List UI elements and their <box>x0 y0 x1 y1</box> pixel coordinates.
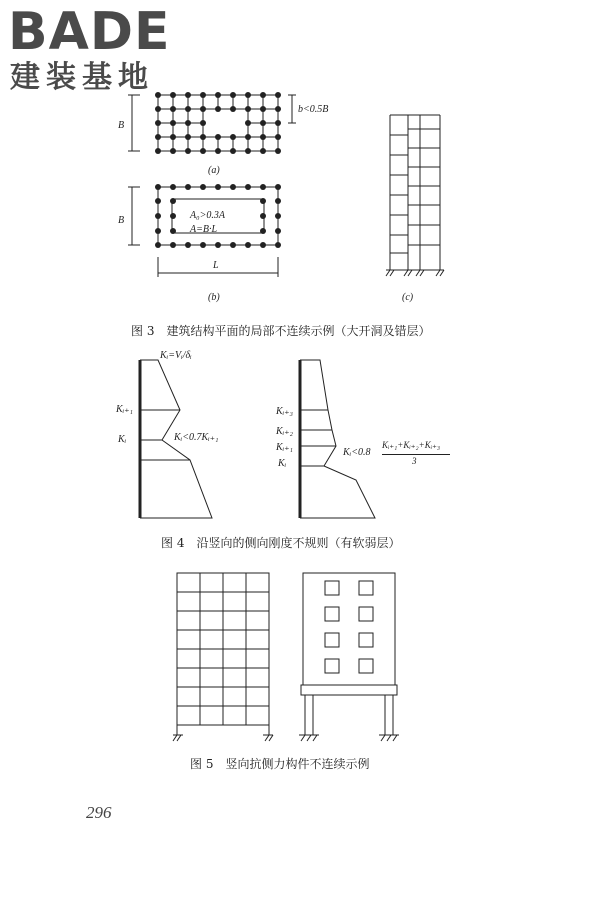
figure4-right-denominator: 3 <box>412 456 417 466</box>
figure4-left-k-upper: Kᵢ₊₁ <box>116 404 134 415</box>
figure4-right-k1: Kᵢ₊₁ <box>276 442 294 453</box>
figure5-caption: 图 5 竖向抗侧力构件不连续示例 <box>190 757 370 771</box>
figure5-right-frame <box>299 573 399 741</box>
figure3-b-dim-L: L <box>213 260 219 271</box>
figure3-panel-c-elevation <box>386 115 444 276</box>
figure3-a-note: b<0.5B <box>298 104 329 115</box>
logo-tagline: 建装基地 <box>10 60 154 95</box>
figure3-b-eq2: A=B·L <box>190 224 218 235</box>
figure3-drawing <box>110 85 470 315</box>
figure4-caption: 图 4 沿竖向的侧向刚度不规则（有软弱层） <box>161 536 401 550</box>
figure3-a-label: (a) <box>208 165 220 176</box>
figure4-right-k3: Kᵢ₊₃ <box>276 406 294 417</box>
figure3-b-label: (b) <box>208 292 220 303</box>
figure4-right-condition-prefix: Kᵢ<0.8 <box>343 447 371 458</box>
figure5-left-frame <box>173 573 273 741</box>
figure3-c-label: (c) <box>402 292 414 303</box>
page-number: 296 <box>86 803 112 822</box>
figure4-right-k2: Kᵢ₊₂ <box>276 426 294 437</box>
figure4-left-top-formula: Kᵢ=Vᵢ/δᵢ <box>160 350 192 361</box>
figure5-drawing <box>165 565 405 745</box>
figure3-panel-a-plan <box>128 95 296 151</box>
figure4-drawing <box>110 350 470 525</box>
figure3-b-dim-B: B <box>118 215 125 226</box>
figure4-right-fraction-bar <box>382 454 450 455</box>
figure3-a-dim-B: B <box>118 120 125 131</box>
figure3-b-eq1: A₀>0.3A <box>190 210 225 221</box>
figure4-right-k0: Kᵢ <box>278 458 287 469</box>
figure4-right-profile <box>300 360 375 518</box>
figure4-left-k-lower: Kᵢ <box>118 434 127 445</box>
figure4-right-numerator: Kᵢ₊₁+Kᵢ₊₂+Kᵢ₊₃ <box>382 440 441 450</box>
figure3-caption: 图 3 建筑结构平面的局部不连续示例（大开洞及错层） <box>131 324 431 338</box>
logo-wordmark: BADE <box>8 2 171 62</box>
figure4-left-condition: Kᵢ<0.7Kᵢ₊₁ <box>174 432 219 443</box>
